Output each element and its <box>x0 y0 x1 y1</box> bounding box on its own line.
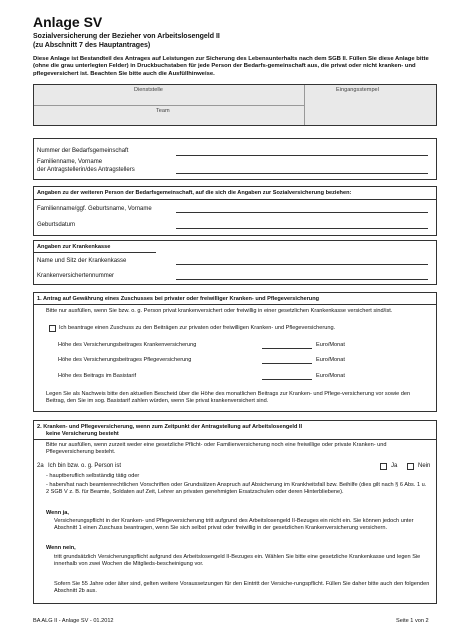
office-box <box>33 84 437 126</box>
wenn-nein-heading: Wenn nein, <box>46 545 76 551</box>
section1-box <box>33 292 437 412</box>
q2a-yes-label: Ja <box>391 463 398 469</box>
basistarif-unit: Euro/Monat <box>316 373 345 379</box>
insurer-name-label: Name und Sitz der Krankenkasse <box>37 258 127 264</box>
q2a-yes-checkbox[interactable] <box>380 463 387 470</box>
insurer-heading: Angaben zur Krankenkasse <box>37 244 111 250</box>
beitrag-kv-field[interactable] <box>262 348 312 349</box>
insurer-box <box>33 240 437 285</box>
person-box <box>33 186 437 236</box>
q2a-bullet-2: - haben/hat nach beamtenrechtlichen Vorschriften oder Grundsätzen Anspruch auf Absicherung im Krankheitsfall bzw. Beihilfe (dies gilt nach § 6 Abs. 1 u. 2 SGB V z. B. für Beamte, Soldaten auf Zeit, Lehrer an privaten genehmigten Ersatzschulen oder deren Hinterbliebene). <box>46 482 427 495</box>
form-title: Anlage SV <box>33 14 103 30</box>
person-name-field[interactable] <box>176 212 428 213</box>
eingangsstempel-label: Eingangsstempel <box>336 87 379 93</box>
form-subtitle-section: (zu Abschnitt 7 des Hauptantrages) <box>33 42 151 49</box>
section1-heading: 1. Antrag auf Gewährung eines Zuschusses bei privater oder freiwilliger Kranken- und Pflegeversicherung <box>37 296 320 302</box>
footer-page-number: Seite 1 von 2 <box>396 618 429 624</box>
q2a-label: Ich bin bzw. o. g. Person ist <box>48 463 122 469</box>
beitrag-kv-unit: Euro/Monat <box>316 342 345 348</box>
section2-heading-2: keine Versicherung besteht <box>46 431 119 437</box>
form-subtitle: Sozialversicherung der Bezieher von Arbeitslosengeld II <box>33 33 220 40</box>
q2a-no-label: Nein <box>418 463 431 469</box>
beitrag-pv-label: Höhe des Versicherungsbeitrages Pflegeversicherung <box>58 357 192 363</box>
wenn-nein-text: tritt grundsätzlich Versicherungspflicht aufgrund des Arbeitslosengeld II-Bezuges ein. Wählen Sie bitte eine gesetzliche Krankenkasse und legen Sie innerhalb von zwei Wochen die Mitglieds-bescheinigung vor. <box>54 554 421 567</box>
person-birth-label: Geburtsdatum <box>37 222 76 228</box>
bg-number-label: Nummer der Bedarfsgemeinschaft <box>37 148 129 154</box>
age-note: Sofern Sie 55 Jahre oder älter sind, gelten weitere Voraussetzungen für den Eintritt der Versiche-rungspflicht. Füllen Sie daher bitte auch den folgenden Abschnitt 2b aus. <box>54 581 430 594</box>
basistarif-field[interactable] <box>262 379 312 380</box>
beitrag-pv-unit: Euro/Monat <box>316 357 345 363</box>
section1-heading-rule <box>34 304 436 305</box>
bg-number-field[interactable] <box>176 155 428 156</box>
applicant-name-field[interactable] <box>176 173 428 174</box>
insurer-number-label: Krankenversichertennummer <box>37 273 115 279</box>
person-heading: Angaben zu der weiteren Person der Bedarfsgemeinschaft, auf die sich die Angaben zur Sozialversicherung beziehen: <box>37 190 352 196</box>
section2-box <box>33 420 437 604</box>
footer-form-id: BA ALG II - Anlage SV - 01.2012 <box>33 618 114 624</box>
applicant-name-label-2: der Antragstellerin/des Antragstellers <box>37 167 135 173</box>
wenn-ja-heading: Wenn ja, <box>46 510 69 516</box>
wenn-ja-text: Versicherungspflicht in der Kranken- und Pflegeversicherung tritt aufgrund des Arbeitslosengeld II-Bezuges ein nicht ein. Sie können jedoch unter Abschnitt 1 einen Zuschuss beantragen, wenn Sie sich selbst privat oder freiwillig in der gesetzlichen Krankenversicherung versichern. <box>54 518 414 531</box>
dienststelle-label: Dienststelle <box>134 87 163 93</box>
insurer-number-field[interactable] <box>176 279 428 280</box>
insurer-heading-rule <box>34 252 156 253</box>
insurer-name-field[interactable] <box>176 264 428 265</box>
q2a-no-checkbox[interactable] <box>407 463 414 470</box>
section2-intro: Bitte nur ausfüllen, wenn zurzeit weder eine gesetzliche Pflicht- oder Familienversicherung noch eine freiwillige oder private Kranken- und Pflegeversicherung besteht. <box>46 442 387 455</box>
applicant-name-label: Familienname, Vorname <box>37 159 103 165</box>
office-hline <box>34 105 304 106</box>
q2a-bullet-1: - hauptberuflich selbständig tätig oder <box>46 473 140 479</box>
beitrag-pv-field[interactable] <box>262 363 312 364</box>
basistarif-label: Höhe des Beitrags im Basistarif <box>58 373 137 379</box>
team-label: Team <box>156 108 170 114</box>
form-intro: Diese Anlage ist Bestandteil des Antrages auf Leistungen zur Sicherung des Lebensunterhalts nach dem SGB II. Füllen Sie diese Anlage bitte (ohne die grau unterlegten Felder) in Druckbuchstaben für jede Person der Bedarfs-gemeinschaft aus, die privat oder nicht kranken- und pflegeversichert ist. Beachten Sie bitte auch die Ausfüllhinweise. <box>33 56 429 77</box>
person-name-label: Familienname/ggf. Geburtsname, Vorname <box>37 206 152 212</box>
section2-heading: 2. Kranken- und Pflegeversicherung, wenn zum Zeitpunkt der Antragstellung auf Arbeitslosengeld II <box>37 424 303 430</box>
zuschuss-checkbox[interactable] <box>49 325 56 332</box>
person-heading-rule <box>34 199 436 200</box>
person-birth-field[interactable] <box>176 228 428 229</box>
beitrag-kv-label: Höhe des Versicherungsbeitrages Krankenversicherung <box>58 342 197 348</box>
q2a-number: 2a <box>37 463 44 469</box>
identity-box <box>33 138 437 180</box>
section2-heading-rule <box>34 439 436 440</box>
section1-intro: Bitte nur ausfüllen, wenn Sie bzw. o. g. Person privat krankenversichert oder freiwillig in einer gesetzlichen Krankenkasse versichert sind/ist. <box>46 308 393 314</box>
office-divider <box>304 85 305 125</box>
zuschuss-checkbox-label: Ich beantrage einen Zuschuss zu den Beiträgen zur privaten oder freiwilligen Kranken- und Pflegeversicherung. <box>59 325 336 331</box>
section1-note: Legen Sie als Nachweis bitte den aktuellen Bescheid über die Höhe des monatlichen Beitrags zur Kranken- und Pflege-versicherung vor sowie den Beitrag, den Sie im sog. Basistarif zahlen würden, wenn Sie privat krankenversichert sind. <box>46 391 411 404</box>
